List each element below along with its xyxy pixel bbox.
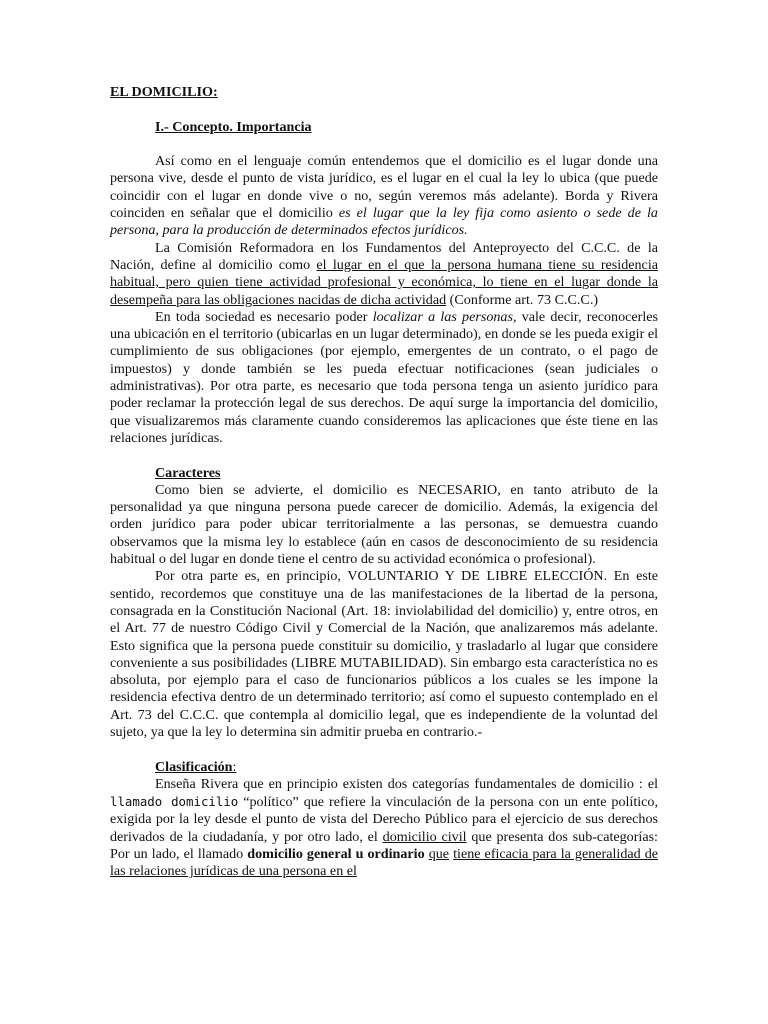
paragraph-text: “político” que refiere la vinculación de la persona con un ente político, exigida por la ley desde el punto de vista del Derecho Público para el ejercicio de sus derechos derivados de la ciudadanía, y por otro lado, el (110, 794, 658, 845)
paragraph-text: (Conforme art. 73 C.C.C.) (446, 291, 599, 308)
italic-phrase: localizar a las personas, (372, 308, 517, 325)
heading-colon: : (232, 758, 237, 775)
section-heading-caracteres: Caracteres (155, 464, 221, 481)
document-title: EL DOMICILIO: (110, 84, 218, 100)
paragraph-text: vale decir, reconocerles una ubicación en el territorio (ubicarlas en un lugar determinado), en donde se les pueda exigir el cumplimiento de sus obligaciones (por ejemplo, emergentes de un contrato, o el pago de impuestos) y donde también se les pueda efectuar notificaciones (sean judiciales o administrativas). Por otra parte, es necesario que toda persona tenga un asiento jurídico para poder reclamar la protección legal de sus derechos. De aquí surge la importancia del domicilio, que visualizaremos más claramente cuando consideremos las aplicaciones que éste tiene en las relaciones jurídicas. (110, 308, 658, 446)
underlined-term-civil: domicilio civil (382, 828, 467, 845)
paragraph-concepto-3 (110, 309, 658, 447)
paragraph-concepto-1 (110, 153, 658, 239)
paragraph-text: La Comisión Reformadora en los Fundamentos del Anteproyecto del C.C.C. de la Nación, define al domicilio como (110, 239, 658, 273)
italic-definition: es el lugar que la ley fija como asiento o sede de la persona, para la producción de determinados efectos jurídicos. (110, 205, 658, 239)
paragraph-text: Así como en el lenguaje común entendemos que el domicilio es el lugar donde una persona vive, desde el punto de vista jurídico, es el lugar en el cual la ley lo ubica (que puede coincidir con el lugar en donde vive o no, según veremos más adelante). Borda y Rivera coinciden en señalar que el domicilio (110, 153, 658, 222)
mono-phrase: llamado domicilio (110, 794, 239, 810)
section-heading-concepto: I.- Concepto. Importancia (155, 118, 312, 135)
underlined-definition: el lugar en el que la persona humana tiene su residencia habitual, pero quien tiene actividad profesional y económica, lo tiene en el lugar donde la desempeña para las obligaciones nacidas de dicha actividad (110, 256, 658, 308)
paragraph-text: que presenta dos sub-categorías: Por un lado, el llamado (110, 828, 658, 863)
paragraph-concepto-2 (110, 240, 658, 309)
document-page (110, 84, 658, 881)
paragraph-caracteres-1: Como bien se advierte, el domicilio es NECESARIO, en tanto atributo de la personalidad ya que ninguna persona puede carecer de domicilio. Además, la exigencia del orden jurídico para poder ubicar territorialmente a las personas, se demuestra cuando observamos que la misma ley lo establece (aún en casos de desconocimiento de su residencia habitual o del lugar en donde tiene el centro de su actividad económica o profesional). (110, 481, 658, 568)
section-heading-clasificacion-line (110, 759, 658, 776)
paragraph-clasificacion-1 (110, 776, 658, 881)
underlined-phrase: tiene eficacia para la generalidad de las relaciones jurídicas de una persona en el (110, 846, 659, 880)
bold-term-general: domicilio general u ordinario (247, 846, 425, 863)
underlined-word: que (428, 846, 450, 863)
paragraph-text: En toda sociedad es necesario poder (155, 308, 373, 325)
paragraph-text: Enseña Rivera que en principio existen dos categorías fundamentales de domicilio : el (155, 775, 658, 792)
paragraph-caracteres-2: Por otra parte es, en principio, VOLUNTARIO Y DE LIBRE ELECCIÓN. En este sentido, recordemos que constituye una de las manifestaciones de la libertad de la persona, consagrada en la Constitución Nacional (Art. 18: inviolabilidad del domicilio) y, entre otros, en el Art. 77 de nuestro Código Civil y Comercial de la Nación, que analizaremos más adelante. Esto significa que la persona puede constituir su domicilio, y trasladarlo al lugar que considere conveniente a sus posibilidades (LIBRE MUTABILIDAD). Sin embargo esta característica no es absoluta, por ejemplo para el caso de funcionarios públicos a los cuales se les impone la residencia efectiva dentro de un determinado territorio; así como el supuesto contemplado en el Art. 73 del C.C.C. que contempla al domicilio legal, que es independiente de la voluntad del sujeto, ya que la ley lo determina sin admitir prueba en contrario.- (110, 568, 658, 740)
section-heading-clasificacion: Clasificación (155, 758, 233, 775)
